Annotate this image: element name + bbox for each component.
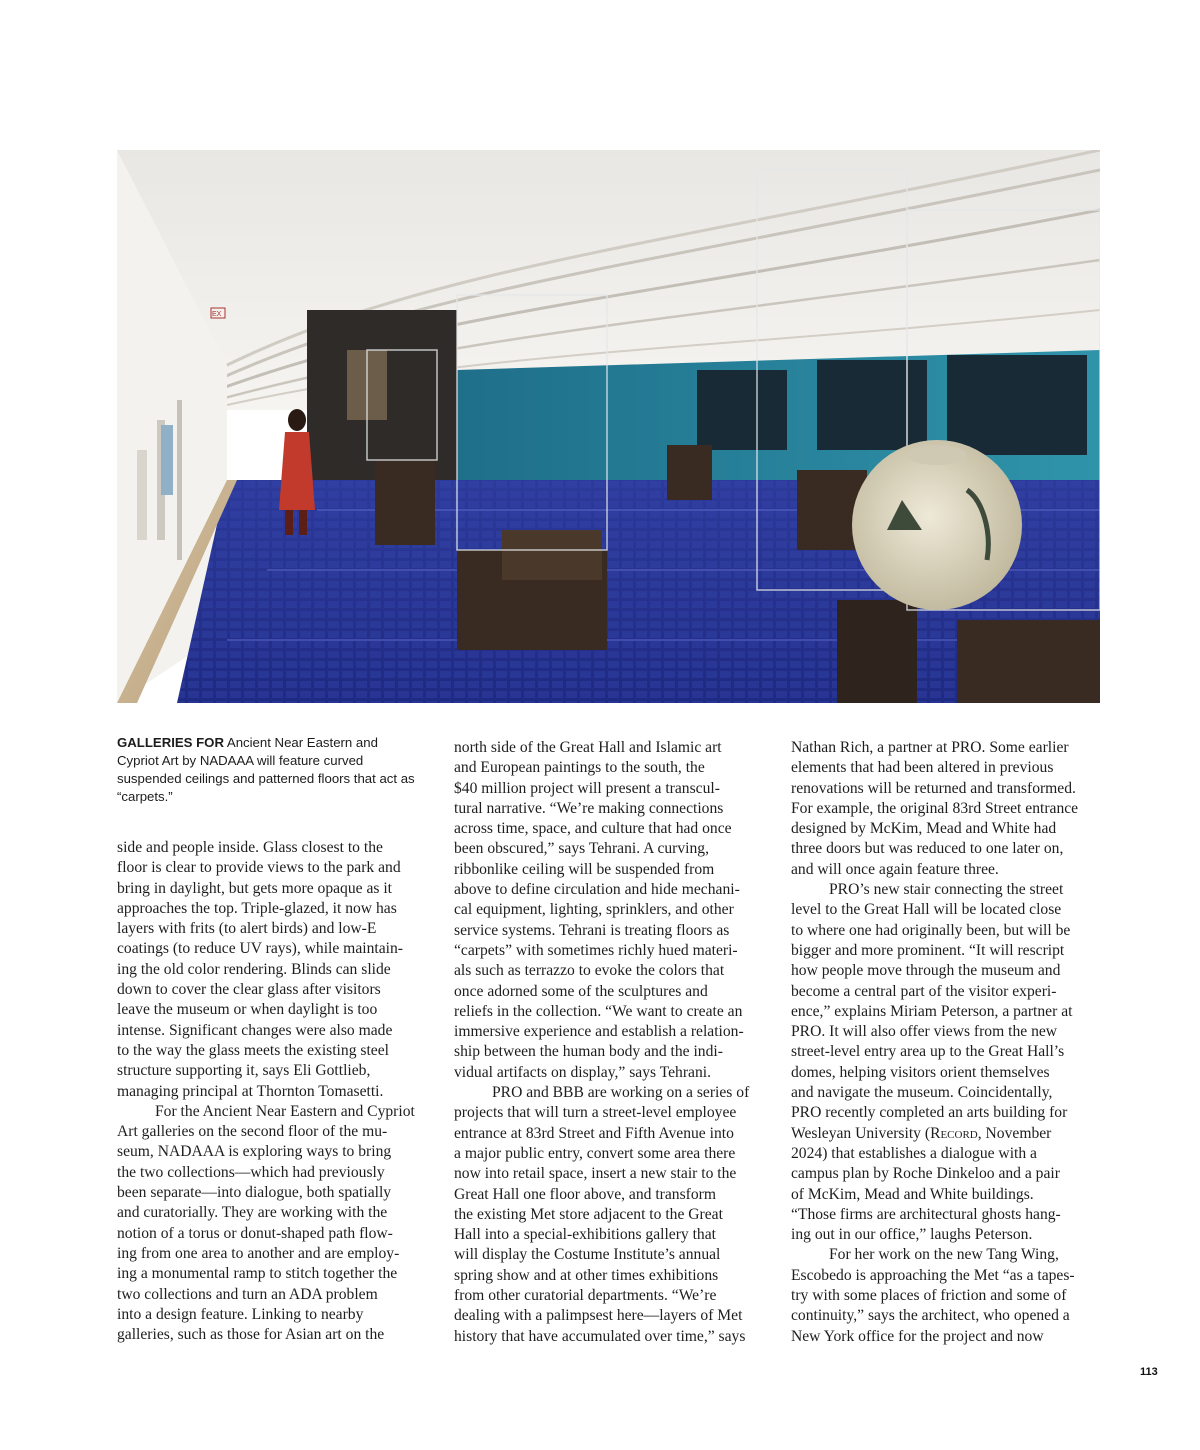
article-line: campus plan by Roche Dinkeloo and a pair [791,1165,1060,1183]
article-line: history that have accumulated over time,” says [454,1327,746,1345]
article-line: will display the Costume Institute’s annual [454,1246,721,1264]
article-line: level to the Great Hall will be located close [791,901,1062,919]
article-line: “carpets” with sometimes richly hued materi- [454,941,738,959]
article-line: PRO’s new stair connecting the street [829,881,1064,899]
article-line: ing the old color rendering. Blinds can slide [117,960,391,978]
article-line: now into retail space, insert a new stair to the [454,1165,737,1183]
article-paragraph [117,838,430,1102]
article-line: ence,” explains Miriam Peterson, a partner at [791,1002,1073,1020]
article-line: PRO recently completed an arts building for [791,1104,1068,1122]
article-line: and European paintings to the south, the [454,759,705,777]
article-line: “Those firms are architectural ghosts hang- [791,1205,1061,1223]
article-line: For her work on the new Tang Wing, [829,1246,1059,1264]
article-line: and navigate the museum. Coincidentally, [791,1084,1053,1102]
article-line: Great Hall one floor above, and transform [454,1185,716,1203]
article-line: and will once again feature three. [791,860,999,878]
article-paragraph [454,738,767,1083]
article-line: bring in daylight, but gets more opaque as it [117,879,393,897]
article-paragraph [791,1245,1104,1346]
dark-wall [307,310,457,480]
article-line: structure supporting it, says Eli Gottlieb, [117,1062,371,1080]
article-line: Nathan Rich, a partner at PRO. Some earlier [791,739,1069,756]
caption-text: Ancient Near Eastern and Cypriot Art by NADAAA will feature curved suspended ceilings and patterned floors that act as “carpets.” [117,735,415,804]
article-line: coatings (to reduce UV rays), while maintain- [117,940,403,958]
article-line: how people move through the museum and [791,962,1061,980]
article-line: the two collections—which had previously [117,1163,385,1181]
article-line: renovations will be returned and transformed. [791,779,1076,797]
article-line: For the Ancient Near Eastern and Cypriot [155,1102,415,1120]
teal-wall [457,350,1100,490]
article-line: ing from one area to another and are employ- [117,1244,400,1262]
article-line: the existing Met store adjacent to the Great [454,1205,723,1223]
article-line: once adorned some of the sculptures and [454,982,708,1000]
article-line: intense. Significant changes were also made [117,1021,393,1039]
article-line: Art galleries on the second floor of the mu- [117,1123,388,1141]
article-line: from other curatorial departments. “We’re [454,1287,717,1305]
article-line: For example, the original 83rd Street entrance [791,799,1079,817]
article-line: ribbonlike ceiling will be suspended from [454,860,715,878]
article-column-3 [791,738,1104,1347]
article-line: ing out in our office,” laughs Peterson. [791,1226,1033,1244]
article-line: reliefs in the collection. “We want to create an [454,1002,743,1020]
article-line: across time, space, and culture that had once [454,820,732,838]
article-line: service systems. Tehrani is treating floors as [454,921,730,939]
article-line: two collections and turn an ADA problem [117,1285,378,1303]
article-line: try with some places of friction and some of [791,1287,1067,1305]
article-line: immersive experience and establish a relation- [454,1023,744,1041]
exit-sign [211,308,225,318]
article-line: seum, NADAAA is exploring ways to bring [117,1143,392,1161]
article-line: side and people inside. Glass closest to the [117,839,383,856]
article-line: $40 million project will present a transcul- [454,779,720,797]
article-line: PRO and BBB are working on a series of [492,1084,750,1102]
article-line: been separate—into dialogue, both spatially [117,1184,392,1202]
article-line: ship between the human body and the indi- [454,1043,723,1061]
article-line: PRO. It will also offer views from the new [791,1023,1058,1041]
article-line: Escobedo is approaching the Met “as a tapes- [791,1266,1075,1284]
article-line: ing a monumental ramp to stitch together the [117,1265,398,1283]
article-line: above to define circulation and hide mechani- [454,881,740,899]
article-paragraph [791,880,1104,1245]
article-line: galleries, such as those for Asian art on the [117,1326,385,1344]
page-number: 113 [1140,1366,1158,1378]
article-line: layers with frits (to alert birds) and low-E [117,920,377,938]
gallery-rendering-photo [117,150,1100,703]
exit-sign-text: EX [212,311,222,318]
publication-name: Record [930,1124,978,1142]
article-line: down to cover the clear glass after visitors [117,981,381,999]
painted-jar [852,440,1022,610]
article-column-1 [117,838,430,1345]
article-line: New York office for the project and now [791,1327,1044,1345]
article-line: tural narrative. “We’re making connections [454,799,724,817]
article-line: elements that had been altered in previous [791,759,1054,777]
article-line: notion of a torus or donut-shaped path flow- [117,1224,393,1242]
article-line: als such as terrazzo to evoke the colors that [454,962,725,980]
article-line: and curatorially. They are working with the [117,1204,388,1222]
article-line: designed by McKim, Mead and White had [791,820,1057,838]
article-paragraph [117,1102,430,1346]
article-line: been obscured,” says Tehrani. A curving, [454,840,709,858]
article-line: to where one had originally been, but will be [791,921,1071,939]
caption-lead: GALLERIES FOR [117,735,224,750]
article-line: projects that will turn a street-level employee [454,1104,737,1122]
article-line: Wesleyan University (Record, November [791,1124,1052,1142]
article-line: street-level entry area up to the Great Hall’s [791,1043,1065,1061]
article-paragraph [791,738,1104,880]
article-line: leave the museum or when daylight is too [117,1001,378,1019]
article-column-2 [454,738,767,1347]
article-line: become a central part of the visitor experi- [791,982,1057,1000]
article-line: spring show and at other times exhibitions [454,1266,719,1284]
article-line: to the way the glass meets the existing steel [117,1041,389,1059]
article-line: cal equipment, lighting, sprinklers, and other [454,901,734,919]
article-line: Hall into a special-exhibitions gallery that [454,1226,716,1244]
article-line: approaches the top. Triple-glazed, it now has [117,899,397,917]
article-line: entrance at 83rd Street and Fifth Avenue into [454,1124,734,1142]
article-line: managing principal at Thornton Tomasetti. [117,1082,384,1100]
article-line: continuity,” says the architect, who opened a [791,1307,1070,1325]
article-line: floor is clear to provide views to the park and [117,859,401,877]
article-paragraph [454,1083,767,1347]
article-line: dealing with a palimpsest here—layers of Met [454,1307,743,1325]
article-line: of McKim, Mead and White buildings. [791,1185,1034,1203]
article-line: into a design feature. Linking to nearby [117,1305,364,1323]
article-line: bigger and more prominent. “It will rescript [791,941,1065,959]
article-line: 2024) that establishes a dialogue with a [791,1144,1037,1162]
article-line: three doors but was reduced to one later on, [791,840,1064,858]
article-line: vidual artifacts on display,” says Tehrani. [454,1063,711,1081]
article-line: a major public entry, convert some area there [454,1144,736,1162]
photo-caption [117,734,417,806]
article-line: north side of the Great Hall and Islamic art [454,739,722,756]
article-line: domes, helping visitors orient themselves [791,1063,1050,1081]
